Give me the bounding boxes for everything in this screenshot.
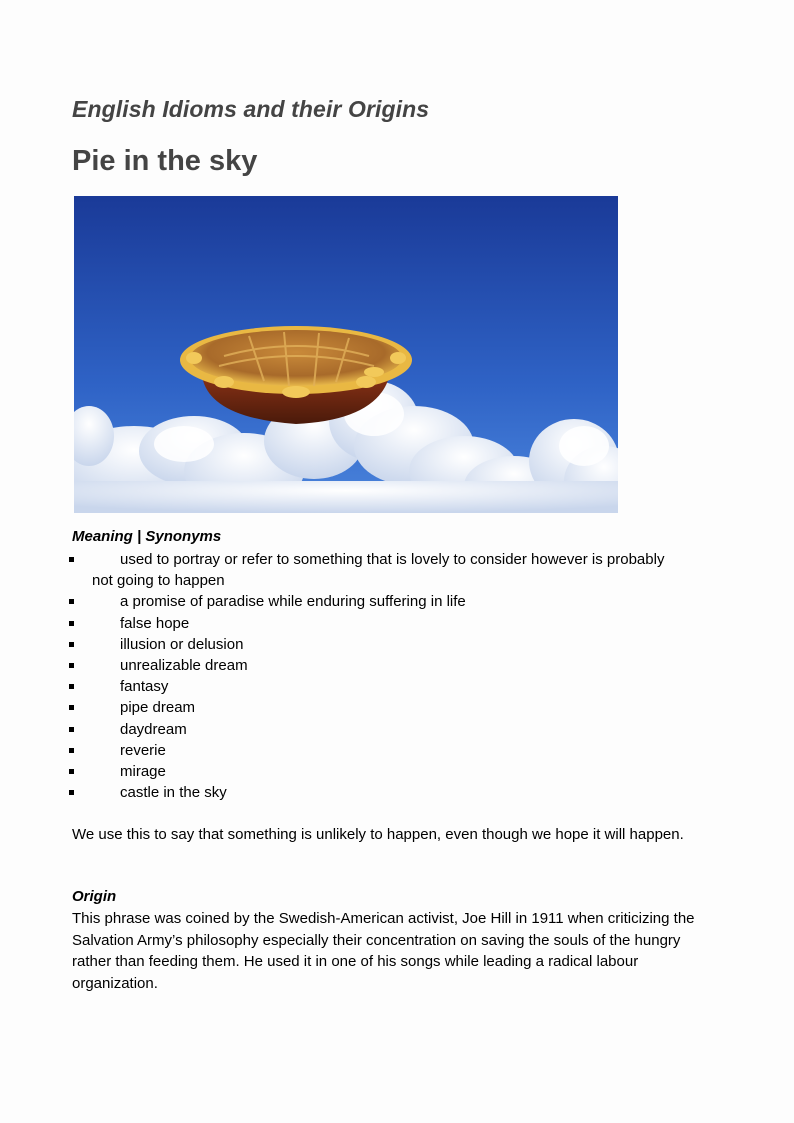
meaning-heading: Meaning | Synonyms bbox=[72, 528, 222, 545]
bullet-icon bbox=[69, 705, 74, 710]
usage-paragraph: We use this to say that something is unlikely to happen, even though we hope it will happen. bbox=[72, 826, 684, 843]
document-title: Pie in the sky bbox=[72, 145, 258, 177]
bullet-icon bbox=[69, 642, 74, 647]
list-item-text: unrealizable dream bbox=[120, 657, 248, 675]
list-item bbox=[72, 740, 722, 761]
origin-paragraph: This phrase was coined by the Swedish-American activist, Joe Hill in 1911 when criticizing the Salvation Army’s philosophy especially their concentration on saving the souls of the hungry rather than feeding them. He used it in one of his songs while leading a radical labour organization. bbox=[72, 910, 695, 992]
list-item bbox=[72, 655, 722, 676]
list-item-text: fantasy bbox=[120, 678, 169, 696]
list-item bbox=[72, 634, 722, 655]
list-item bbox=[72, 549, 722, 591]
list-item-text: reverie bbox=[120, 741, 166, 759]
bullet-icon bbox=[69, 663, 74, 668]
list-item bbox=[72, 591, 722, 612]
list-item-text-continued: not going to happen bbox=[92, 572, 225, 590]
synonym-list bbox=[72, 549, 722, 803]
list-item bbox=[72, 676, 722, 697]
list-item-text: a promise of paradise while enduring suffering in life bbox=[120, 593, 466, 611]
list-item-text: used to portray or refer to something that is lovely to consider however is probably bbox=[120, 551, 665, 568]
list-item bbox=[72, 719, 722, 740]
pie-in-sky-photo bbox=[74, 196, 618, 513]
list-item-text: mirage bbox=[120, 763, 166, 781]
list-item bbox=[72, 697, 722, 718]
list-item-text: castle in the sky bbox=[120, 784, 227, 802]
bullet-icon bbox=[69, 557, 74, 562]
bullet-icon bbox=[69, 621, 74, 626]
document-subtitle: English Idioms and their Origins bbox=[72, 96, 430, 122]
list-item bbox=[72, 761, 722, 782]
list-item-text: false hope bbox=[120, 614, 190, 632]
bullet-icon bbox=[69, 684, 74, 689]
bullet-icon bbox=[69, 790, 74, 795]
list-item-text: pipe dream bbox=[120, 699, 196, 717]
origin-heading: Origin bbox=[72, 888, 117, 905]
list-item bbox=[72, 613, 722, 634]
list-item-text: daydream bbox=[120, 720, 187, 738]
list-item-text: illusion or delusion bbox=[120, 635, 244, 653]
bullet-icon bbox=[69, 599, 74, 604]
bullet-icon bbox=[69, 748, 74, 753]
list-item bbox=[72, 782, 722, 803]
bullet-icon bbox=[69, 769, 74, 774]
bullet-icon bbox=[69, 727, 74, 732]
